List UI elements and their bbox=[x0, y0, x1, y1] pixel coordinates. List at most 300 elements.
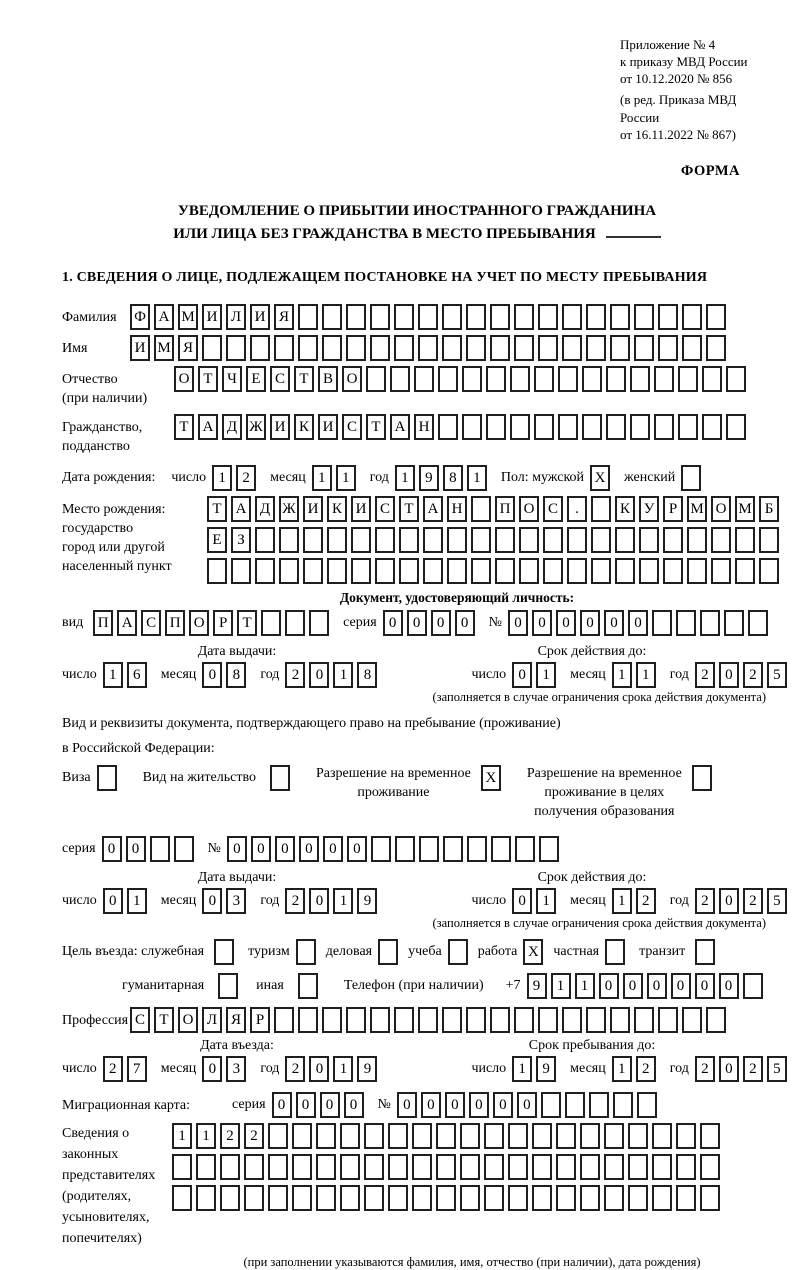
char-cell: П bbox=[93, 610, 113, 636]
residence-valid-day bbox=[512, 888, 560, 914]
firstname-cells bbox=[130, 335, 730, 361]
stay-day bbox=[512, 1056, 560, 1082]
char-cell bbox=[370, 304, 390, 330]
char-cell bbox=[558, 414, 578, 440]
char-cell bbox=[759, 527, 779, 553]
char-cell bbox=[346, 1007, 366, 1033]
char-cell: 3 bbox=[226, 1056, 246, 1082]
representatives-cells-block bbox=[172, 1123, 724, 1216]
char-cell bbox=[556, 1154, 576, 1180]
char-cell: И bbox=[303, 496, 323, 522]
char-cell: 5 bbox=[767, 1056, 787, 1082]
doc-date-headers bbox=[62, 644, 772, 660]
char-cell: Т bbox=[198, 366, 218, 392]
birthplace-row bbox=[62, 496, 772, 584]
char-cell bbox=[735, 527, 755, 553]
char-cell bbox=[515, 836, 535, 862]
edition-line: (в ред. Приказа МВД России bbox=[620, 92, 737, 125]
doc-valid-month bbox=[612, 662, 660, 688]
char-cell bbox=[700, 1185, 720, 1211]
char-cell bbox=[150, 836, 170, 862]
identity-doc-row bbox=[62, 610, 772, 636]
representatives-line-3 bbox=[172, 1185, 724, 1211]
char-cell: А bbox=[117, 610, 137, 636]
char-cell: Н bbox=[447, 496, 467, 522]
char-cell bbox=[591, 527, 611, 553]
char-cell: 0 bbox=[347, 836, 367, 862]
char-cell: Л bbox=[226, 304, 246, 330]
doc-issue-day bbox=[103, 662, 151, 688]
char-cell bbox=[172, 1185, 192, 1211]
char-cell: 1 bbox=[551, 973, 571, 999]
sex-male-label: Пол: мужской bbox=[500, 470, 585, 485]
representatives-line-1 bbox=[172, 1123, 724, 1149]
char-cell bbox=[442, 335, 462, 361]
char-cell: X bbox=[523, 939, 543, 965]
char-cell bbox=[316, 1154, 336, 1180]
doc-valid-date: число 0 1 месяц 1 1 год 2 0 2 5 bbox=[471, 662, 790, 688]
char-cell: Т bbox=[154, 1007, 174, 1033]
char-cell: 0 bbox=[103, 888, 123, 914]
char-cell bbox=[702, 366, 722, 392]
patronymic-label: Отчество (при наличии) bbox=[62, 372, 148, 407]
char-cell bbox=[490, 335, 510, 361]
char-cell: 0 bbox=[604, 610, 624, 636]
char-cell bbox=[682, 1007, 702, 1033]
char-cell bbox=[508, 1154, 528, 1180]
birthdate-label: Дата рождения: bbox=[62, 470, 156, 485]
char-cell bbox=[418, 335, 438, 361]
residence-issue-date: число 0 1 месяц 0 3 год 2 0 1 9 bbox=[62, 888, 381, 914]
char-cell bbox=[491, 836, 511, 862]
char-cell bbox=[610, 1007, 630, 1033]
char-cell bbox=[604, 1154, 624, 1180]
doc-valid-day bbox=[512, 662, 560, 688]
char-cell: А bbox=[198, 414, 218, 440]
char-cell bbox=[196, 1154, 216, 1180]
char-cell bbox=[399, 527, 419, 553]
surname-cells bbox=[130, 304, 730, 330]
char-cell bbox=[322, 304, 342, 330]
char-cell bbox=[565, 1092, 585, 1118]
char-cell bbox=[268, 1185, 288, 1211]
char-cell: 0 bbox=[431, 610, 451, 636]
char-cell bbox=[663, 558, 683, 584]
vnj-checkbox bbox=[270, 765, 294, 791]
char-cell bbox=[676, 610, 696, 636]
char-cell bbox=[255, 558, 275, 584]
char-cell bbox=[495, 558, 515, 584]
char-cell: 0 bbox=[344, 1092, 364, 1118]
char-cell: 2 bbox=[220, 1123, 240, 1149]
char-cell: 0 bbox=[719, 973, 739, 999]
char-cell: К bbox=[327, 496, 347, 522]
visit-purpose-row2 bbox=[122, 973, 772, 999]
char-cell: 7 bbox=[127, 1056, 147, 1082]
char-cell: М bbox=[735, 496, 755, 522]
char-cell bbox=[309, 610, 329, 636]
char-cell bbox=[541, 1092, 561, 1118]
char-cell bbox=[495, 527, 515, 553]
purpose-business-checkbox bbox=[378, 939, 402, 965]
char-cell bbox=[220, 1185, 240, 1211]
residence-issue-month bbox=[202, 888, 250, 914]
char-cell: Я bbox=[226, 1007, 246, 1033]
char-cell bbox=[303, 558, 323, 584]
char-cell bbox=[443, 836, 463, 862]
residence-valid-head: Срок действия до: bbox=[537, 870, 647, 886]
char-cell bbox=[508, 1123, 528, 1149]
char-cell: 2 bbox=[695, 1056, 715, 1082]
char-cell bbox=[174, 836, 194, 862]
purpose-work-checkbox bbox=[523, 939, 547, 965]
char-cell: 2 bbox=[743, 888, 763, 914]
char-cell bbox=[639, 558, 659, 584]
char-cell: И bbox=[250, 304, 270, 330]
char-cell bbox=[412, 1123, 432, 1149]
char-cell bbox=[366, 366, 386, 392]
char-cell bbox=[231, 558, 251, 584]
char-cell: 1 bbox=[333, 662, 353, 688]
char-cell bbox=[676, 1123, 696, 1149]
char-cell: Р bbox=[663, 496, 683, 522]
stay-until-date: число 1 9 месяц 1 2 год 2 0 2 5 bbox=[471, 1056, 790, 1082]
char-cell bbox=[97, 765, 117, 791]
purpose-other-checkbox bbox=[298, 973, 322, 999]
char-cell: 0 bbox=[445, 1092, 465, 1118]
entry-year bbox=[285, 1056, 381, 1082]
char-cell bbox=[466, 304, 486, 330]
migcard-number-cells bbox=[397, 1092, 661, 1118]
purpose-work-label: работа bbox=[477, 944, 518, 960]
char-cell bbox=[322, 335, 342, 361]
char-cell bbox=[700, 1154, 720, 1180]
birthdate-row bbox=[62, 465, 772, 491]
char-cell: 5 bbox=[767, 662, 787, 688]
char-cell: 1 bbox=[336, 465, 356, 491]
blank-underline bbox=[606, 236, 661, 238]
visa-label: Виза bbox=[62, 770, 91, 786]
char-cell bbox=[538, 335, 558, 361]
char-cell bbox=[279, 527, 299, 553]
char-cell: 0 bbox=[647, 973, 667, 999]
char-cell: 0 bbox=[309, 888, 329, 914]
char-cell: 0 bbox=[532, 610, 552, 636]
char-cell bbox=[270, 765, 290, 791]
char-cell bbox=[604, 1185, 624, 1211]
char-cell bbox=[534, 366, 554, 392]
citizenship-label: Гражданство, подданство bbox=[62, 420, 143, 455]
char-cell: А bbox=[390, 414, 410, 440]
char-cell: 1 bbox=[312, 465, 332, 491]
char-cell: С bbox=[130, 1007, 150, 1033]
char-cell bbox=[395, 836, 415, 862]
doc-number-label: № bbox=[488, 615, 502, 630]
char-cell bbox=[447, 558, 467, 584]
char-cell bbox=[390, 366, 410, 392]
char-cell: 0 bbox=[580, 610, 600, 636]
visit-purpose-row1 bbox=[62, 939, 772, 965]
char-cell bbox=[460, 1123, 480, 1149]
char-cell bbox=[580, 1123, 600, 1149]
char-cell bbox=[447, 527, 467, 553]
char-cell bbox=[606, 414, 626, 440]
purpose-humanitarian-checkbox bbox=[218, 973, 242, 999]
char-cell: Н bbox=[414, 414, 434, 440]
residence-doc-line2: в Российской Федерации: bbox=[62, 740, 215, 756]
residence-issue-head: Дата выдачи: bbox=[197, 870, 277, 886]
char-cell bbox=[418, 304, 438, 330]
char-cell bbox=[371, 836, 391, 862]
char-cell: 2 bbox=[103, 1056, 123, 1082]
char-cell: Я bbox=[178, 335, 198, 361]
char-cell bbox=[580, 1185, 600, 1211]
char-cell bbox=[370, 335, 390, 361]
doc-kind-cells bbox=[93, 610, 333, 636]
char-cell bbox=[399, 558, 419, 584]
char-cell bbox=[327, 527, 347, 553]
char-cell bbox=[519, 527, 539, 553]
title-line-1: УВЕДОМЛЕНИЕ О ПРИБЫТИИ ИНОСТРАННОГО ГРАЖДАНИНА bbox=[177, 202, 657, 219]
char-cell: X bbox=[590, 465, 610, 491]
purpose-transit-label: транзит bbox=[639, 944, 686, 960]
char-cell: 0 bbox=[407, 610, 427, 636]
char-cell bbox=[388, 1123, 408, 1149]
char-cell: . bbox=[567, 496, 587, 522]
doc-valid-year bbox=[695, 662, 791, 688]
entry-date-head: Дата въезда: bbox=[200, 1038, 274, 1054]
char-cell bbox=[676, 1185, 696, 1211]
purpose-business-label: деловая bbox=[325, 944, 373, 960]
char-cell bbox=[510, 366, 530, 392]
char-cell: 0 bbox=[227, 836, 247, 862]
char-cell: 1 bbox=[395, 465, 415, 491]
char-cell bbox=[298, 335, 318, 361]
month-label: месяц bbox=[270, 470, 306, 485]
phone-prefix: +7 bbox=[505, 978, 521, 994]
purpose-tourism-checkbox bbox=[296, 939, 320, 965]
char-cell: Л bbox=[202, 1007, 222, 1033]
char-cell: 8 bbox=[443, 465, 463, 491]
char-cell bbox=[532, 1154, 552, 1180]
char-cell: 1 bbox=[103, 662, 123, 688]
day-label: число bbox=[171, 470, 207, 485]
char-cell: 5 bbox=[767, 888, 787, 914]
edition-line: от 16.11.2022 № 867) bbox=[620, 126, 737, 142]
char-cell bbox=[586, 304, 606, 330]
char-cell: З bbox=[231, 527, 251, 553]
char-cell bbox=[412, 1185, 432, 1211]
residence-number-cells bbox=[227, 836, 563, 862]
char-cell bbox=[637, 1092, 657, 1118]
char-cell bbox=[274, 1007, 294, 1033]
char-cell bbox=[471, 527, 491, 553]
char-cell bbox=[423, 558, 443, 584]
representatives-note: (при заполнении указываются фамилия, имя, отчество (при наличии), дата рождения) bbox=[243, 1255, 701, 1270]
char-cell bbox=[682, 335, 702, 361]
char-cell bbox=[628, 1185, 648, 1211]
residence-series-cells bbox=[102, 836, 198, 862]
char-cell: 0 bbox=[102, 836, 122, 862]
stay-year bbox=[695, 1056, 791, 1082]
char-cell bbox=[687, 527, 707, 553]
char-cell bbox=[543, 558, 563, 584]
char-cell: 0 bbox=[695, 973, 715, 999]
year-label: год bbox=[369, 470, 389, 485]
purpose-study-checkbox bbox=[448, 939, 472, 965]
residence-options-row bbox=[62, 765, 772, 822]
char-cell bbox=[298, 1007, 318, 1033]
char-cell: 0 bbox=[719, 662, 739, 688]
char-cell bbox=[412, 1154, 432, 1180]
char-cell bbox=[340, 1123, 360, 1149]
char-cell bbox=[654, 366, 674, 392]
char-cell: 0 bbox=[397, 1092, 417, 1118]
char-cell: А bbox=[231, 496, 251, 522]
char-cell bbox=[218, 973, 238, 999]
char-cell bbox=[682, 304, 702, 330]
char-cell: 0 bbox=[512, 888, 532, 914]
char-cell bbox=[748, 610, 768, 636]
char-cell: 1 bbox=[333, 888, 353, 914]
char-cell: Т bbox=[237, 610, 257, 636]
char-cell bbox=[292, 1123, 312, 1149]
migration-card-label: Миграционная карта: bbox=[62, 1098, 191, 1114]
char-cell: 9 bbox=[357, 1056, 377, 1082]
char-cell bbox=[678, 366, 698, 392]
char-cell bbox=[567, 527, 587, 553]
doc-number-cells bbox=[508, 610, 772, 636]
char-cell: 2 bbox=[636, 888, 656, 914]
char-cell bbox=[726, 414, 746, 440]
residence-date-headers bbox=[62, 870, 772, 886]
char-cell: 1 bbox=[536, 662, 556, 688]
char-cell: 1 bbox=[196, 1123, 216, 1149]
char-cell: У bbox=[639, 496, 659, 522]
char-cell bbox=[558, 366, 578, 392]
citizenship-cells bbox=[174, 414, 750, 440]
char-cell: 1 bbox=[612, 1056, 632, 1082]
char-cell: И bbox=[318, 414, 338, 440]
char-cell: 2 bbox=[636, 1056, 656, 1082]
purpose-other-label: иная bbox=[256, 978, 284, 994]
profession-cells bbox=[130, 1007, 730, 1033]
char-cell bbox=[298, 304, 318, 330]
char-cell bbox=[484, 1123, 504, 1149]
char-cell bbox=[652, 1185, 672, 1211]
char-cell bbox=[700, 610, 720, 636]
sex-female-checkbox bbox=[681, 465, 705, 491]
char-cell: 9 bbox=[527, 973, 547, 999]
char-cell: 2 bbox=[695, 662, 715, 688]
appendix-line: к приказу МВД России bbox=[620, 54, 748, 70]
char-cell: 9 bbox=[419, 465, 439, 491]
char-cell: М bbox=[687, 496, 707, 522]
surname-row bbox=[62, 304, 772, 330]
char-cell bbox=[460, 1185, 480, 1211]
char-cell: Т bbox=[294, 366, 314, 392]
char-cell: 1 bbox=[512, 1056, 532, 1082]
char-cell: 0 bbox=[126, 836, 146, 862]
char-cell bbox=[214, 939, 234, 965]
char-cell: О bbox=[174, 366, 194, 392]
char-cell bbox=[652, 610, 672, 636]
char-cell bbox=[375, 558, 395, 584]
representatives-row bbox=[62, 1123, 772, 1249]
char-cell: 3 bbox=[226, 888, 246, 914]
surname-label: Фамилия bbox=[62, 310, 117, 326]
char-cell bbox=[532, 1185, 552, 1211]
char-cell bbox=[220, 1154, 240, 1180]
birthplace-line-1 bbox=[207, 496, 783, 522]
char-cell bbox=[340, 1185, 360, 1211]
birth-month-cells bbox=[312, 465, 360, 491]
char-cell: 0 bbox=[556, 610, 576, 636]
char-cell bbox=[436, 1185, 456, 1211]
doc-series-cells bbox=[383, 610, 479, 636]
char-cell bbox=[654, 414, 674, 440]
char-cell: 9 bbox=[536, 1056, 556, 1082]
char-cell: 1 bbox=[612, 888, 632, 914]
char-cell bbox=[436, 1123, 456, 1149]
char-cell: Ж bbox=[246, 414, 266, 440]
char-cell bbox=[442, 1007, 462, 1033]
migration-card-row bbox=[62, 1092, 772, 1118]
char-cell bbox=[510, 414, 530, 440]
appendix-block bbox=[620, 36, 772, 143]
char-cell bbox=[534, 414, 554, 440]
char-cell bbox=[562, 1007, 582, 1033]
char-cell bbox=[303, 527, 323, 553]
birthplace-label: Место рождения: государство город или другой населенный пункт bbox=[62, 502, 172, 574]
char-cell: Ч bbox=[222, 366, 242, 392]
purpose-official-checkbox bbox=[214, 939, 238, 965]
char-cell: 0 bbox=[275, 836, 295, 862]
char-cell bbox=[279, 558, 299, 584]
char-cell: К bbox=[294, 414, 314, 440]
profession-label: Профессия bbox=[62, 1013, 129, 1029]
char-cell bbox=[244, 1185, 264, 1211]
char-cell bbox=[726, 366, 746, 392]
char-cell bbox=[630, 366, 650, 392]
char-cell: 2 bbox=[285, 1056, 305, 1082]
doc-dates-row bbox=[62, 662, 781, 688]
residence-valid-year bbox=[695, 888, 791, 914]
char-cell: П bbox=[165, 610, 185, 636]
char-cell: 0 bbox=[421, 1092, 441, 1118]
char-cell bbox=[610, 335, 630, 361]
doc-series-label: серия bbox=[343, 615, 377, 630]
char-cell: М bbox=[178, 304, 198, 330]
char-cell bbox=[388, 1185, 408, 1211]
char-cell: С bbox=[543, 496, 563, 522]
char-cell: 0 bbox=[623, 973, 643, 999]
entry-day bbox=[103, 1056, 151, 1082]
char-cell bbox=[340, 1154, 360, 1180]
char-cell bbox=[605, 939, 625, 965]
char-cell bbox=[678, 414, 698, 440]
char-cell bbox=[628, 1123, 648, 1149]
char-cell: О bbox=[519, 496, 539, 522]
char-cell: 2 bbox=[285, 888, 305, 914]
birth-year-cells bbox=[395, 465, 491, 491]
char-cell bbox=[759, 558, 779, 584]
char-cell bbox=[346, 335, 366, 361]
char-cell bbox=[274, 335, 294, 361]
char-cell bbox=[580, 1154, 600, 1180]
purpose-tourism-label: туризм bbox=[248, 944, 290, 960]
char-cell: 2 bbox=[695, 888, 715, 914]
